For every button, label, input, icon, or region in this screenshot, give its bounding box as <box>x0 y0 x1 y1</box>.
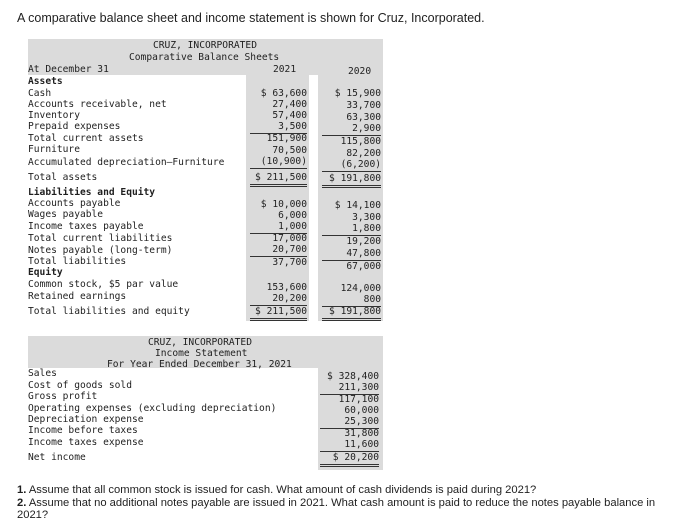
label-income-before-taxes: Income before taxes <box>28 425 138 436</box>
income-period: For Year Ended December 31, 2021 <box>107 359 292 370</box>
val-2020-tl: 67,000 <box>346 261 381 272</box>
val-2020-re: 800 <box>322 294 381 307</box>
assets-header: Assets <box>28 76 63 87</box>
intro-text: A comparative balance sheet and income statement is shown for Cruz, Incorporated. <box>17 11 485 25</box>
balance-title: Comparative Balance Sheets <box>129 52 280 63</box>
val-2021-prepaid: 3,500 <box>250 121 307 134</box>
label-total-assets: Total assets <box>28 172 98 183</box>
val-2020-cs: 124,000 <box>340 283 381 294</box>
val-net-income: $ 20,200 <box>320 452 379 467</box>
label-income-taxes-payable: Income taxes payable <box>28 221 144 232</box>
question-1-text: Assume that all common stock is issued for cash. What amount of cash dividends is paid during 2021? <box>28 484 537 496</box>
label-income-taxes-expense: Income taxes expense <box>28 437 144 448</box>
val-2021-np: 20,700 <box>250 244 307 257</box>
question-2 <box>17 497 655 510</box>
val-depreciation-expense: 25,300 <box>320 416 379 429</box>
label-inventory: Inventory <box>28 110 80 121</box>
label-common-stock: Common stock, $5 par value <box>28 279 179 290</box>
val-2021-ar: 27,400 <box>272 99 307 110</box>
income-title: Income Statement <box>155 348 248 359</box>
label-sales: Sales <box>28 368 57 379</box>
label-cash: Cash <box>28 88 52 99</box>
val-2020-tcl: 19,200 <box>346 236 381 247</box>
label-total-liabilities: Total liabilities <box>28 256 127 267</box>
label-total-liab-equity: Total liabilities and equity <box>28 306 190 317</box>
val-2021-itp: 1,000 <box>250 221 307 234</box>
val-2020-itp: 1,800 <box>322 223 381 236</box>
label-retained-earnings: Retained earnings <box>28 291 127 302</box>
label-accum-dep: Accumulated depreciation–Furniture <box>28 157 225 168</box>
val-cogs: 211,300 <box>320 382 379 395</box>
label-gross-profit: Gross profit <box>28 391 98 402</box>
val-2020-total-assets: $ 191,800 <box>322 173 381 188</box>
label-cogs: Cost of goods sold <box>28 380 132 391</box>
val-2020-furniture: 82,200 <box>346 148 381 159</box>
val-2020-ap: $ 14,100 <box>334 200 381 211</box>
val-2021-tca: 151,900 <box>266 133 307 144</box>
val-2020-accum-dep: (6,200) <box>322 159 381 172</box>
question-1 <box>17 484 536 497</box>
label-total-current-liabilities: Total current liabilities <box>28 233 173 244</box>
val-2021-wages: 6,000 <box>278 210 307 221</box>
val-2020-wages: 3,300 <box>352 212 381 223</box>
val-2020-tca: 115,800 <box>340 136 381 147</box>
val-2021-accum-dep: (10,900) <box>250 156 307 169</box>
val-2021-cs: 153,600 <box>266 282 307 293</box>
val-2020-cash: $ 15,900 <box>334 88 381 99</box>
val-2021-tl: 37,700 <box>272 257 307 268</box>
val-2021-tle: $ 211,500 <box>250 306 307 321</box>
val-gross-profit: 117,100 <box>338 394 379 405</box>
question-2-text: Assume that no additional notes payable are issued in 2021. What cash amount is paid to reduce the notes payable balance in <box>28 497 656 509</box>
question-2-continued: 2021? <box>17 509 49 521</box>
val-2020-tle: $ 191,800 <box>322 306 381 321</box>
val-2021-ap: $ 10,000 <box>260 199 307 210</box>
at-december-label: At December 31 <box>28 64 109 75</box>
equity-header: Equity <box>28 267 63 278</box>
val-2020-prepaid: 2,900 <box>322 123 381 136</box>
question-2-number: 2. <box>17 497 27 509</box>
question-1-number: 1. <box>17 484 27 496</box>
label-operating-expenses: Operating expenses (excluding depreciation) <box>28 403 277 414</box>
val-income-taxes-expense: 11,600 <box>320 439 379 452</box>
balance-company: CRUZ, INCORPORATED <box>153 40 257 51</box>
val-2021-tcl: 17,000 <box>272 233 307 244</box>
liabilities-header: Liabilities and Equity <box>28 187 156 198</box>
label-depreciation-expense: Depreciation expense <box>28 414 144 425</box>
label-furniture: Furniture <box>28 144 80 155</box>
val-2021-re: 20,200 <box>250 293 307 306</box>
val-2021-inventory: 57,400 <box>272 110 307 121</box>
year-2020-header: 2020 <box>348 66 372 77</box>
val-2021-furniture: 70,500 <box>272 145 307 156</box>
label-accounts-receivable: Accounts receivable, net <box>28 99 167 110</box>
label-notes-payable: Notes payable (long-term) <box>28 245 173 256</box>
label-wages-payable: Wages payable <box>28 209 104 220</box>
val-2020-inventory: 63,300 <box>346 112 381 123</box>
year-2021-header: 2021 <box>273 64 297 75</box>
val-operating-expenses: 60,000 <box>344 405 379 416</box>
val-income-before-taxes: 31,800 <box>344 428 379 439</box>
income-company: CRUZ, INCORPORATED <box>148 337 252 348</box>
val-2021-cash: $ 63,600 <box>260 88 307 99</box>
label-net-income: Net income <box>28 452 86 463</box>
val-sales: $ 328,400 <box>327 371 379 382</box>
val-2020-ar: 33,700 <box>346 100 381 111</box>
val-2020-np: 47,800 <box>322 248 381 261</box>
label-accounts-payable: Accounts payable <box>28 198 121 209</box>
label-prepaid: Prepaid expenses <box>28 121 121 132</box>
label-total-current-assets: Total current assets <box>28 133 144 144</box>
val-2021-total-assets: $ 211,500 <box>250 172 307 187</box>
